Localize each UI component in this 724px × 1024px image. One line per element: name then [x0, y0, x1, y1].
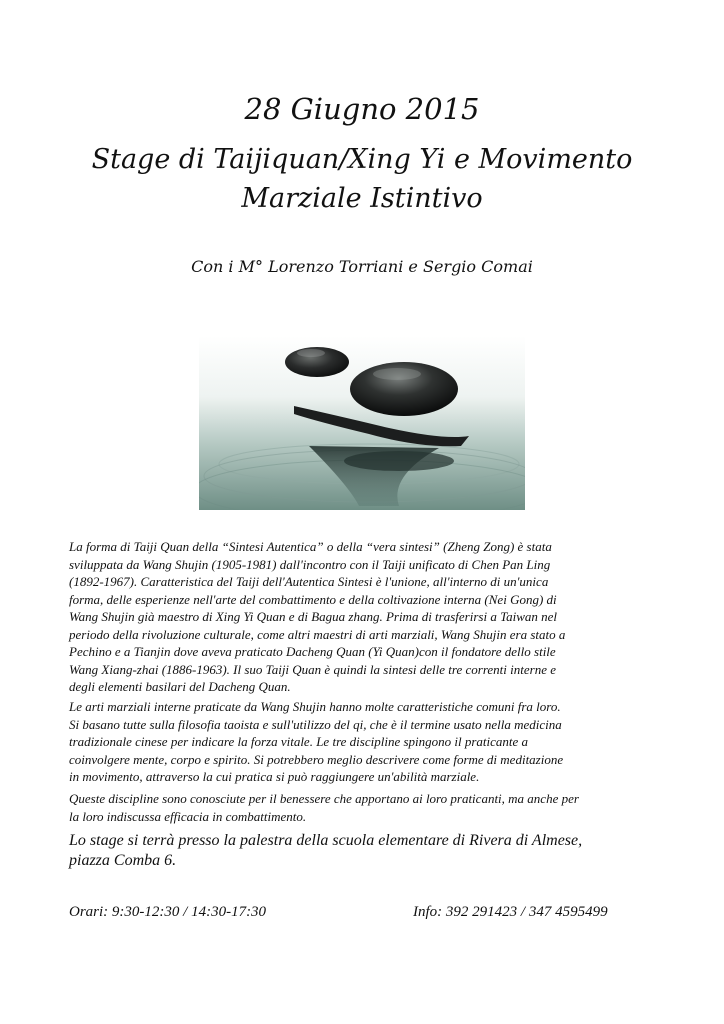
text-line: sviluppata da Wang Shujin (1905-1981) dall'incontro con il Taiji unificato di Chen Pan Ling: [69, 556, 551, 572]
stones-photo: [199, 336, 525, 510]
text-line: Pechino e a Tianjin dove aveva praticato Dacheng Quan (Yi Quan)con il fondatore dello stile: [69, 644, 556, 659]
text-line: periodo della rivoluzione culturale, come altri maestri di arti marziali, Wang Shujin era stato a: [69, 626, 566, 642]
text-line: coinvolgere mente, corpo e spirito. Si potrebbero meglio descrivere come forme di meditazione: [69, 751, 564, 767]
text-line: Queste discipline sono conosciute per il benessere che apportano ai loro praticanti, ma anche per: [69, 791, 579, 806]
paragraph-internal-arts: [69, 698, 655, 786]
text-line: La forma di Taiji Quan della “Sintesi Autentica” o della “vera sintesi” (Zheng Zong) è stata: [69, 539, 552, 554]
text-line: tradizionale cinese per indicare la forza vitale. Le tre discipline spingono il praticante a: [69, 734, 529, 749]
location-line: piazza Comba 6.: [69, 852, 177, 869]
event-location: [69, 831, 669, 871]
text-line: Wang Shujin già maestro di Xing Yi Quan e di Bagua zhang. Prima di trasferirsi a Taiwan nel: [69, 609, 558, 624]
event-date: 28 Giugno 2015: [244, 92, 480, 126]
text-line: Wang Xiang-zhai (1886-1963). Il suo Taiji Quan è quindi la sintesi delle tre correnti interne e: [69, 661, 556, 677]
text-line: Le arti marziali interne praticate da Wang Shujin hanno molte caratteristiche comuni fra loro.: [69, 699, 561, 714]
event-subtitle: Con i M° Lorenzo Torriani e Sergio Comai: [191, 257, 533, 276]
event-title-line1: Stage di Taijiquan/Xing Yi e Movimento: [91, 144, 633, 175]
contact-info: Info: 392 291423 / 347 4595499: [413, 904, 608, 920]
text-line: la loro indiscussa efficacia in combattimento.: [69, 808, 307, 824]
text-line: in movimento, attraverso la cui pratica si può raggiungere un'abilità marziale.: [69, 769, 480, 784]
text-line: degli elementi basilari del Dacheng Quan.: [69, 679, 291, 694]
text-line: Si basano tutte sulla filosofia taoista e sull'utilizzo del qi, che è il termine usato nella medicina: [69, 716, 562, 732]
paragraph-history: [69, 538, 655, 696]
text-line: forma, delle esperienze nell'arte del combattimento e della coltivazione interna (Nei Gong) di: [69, 591, 557, 607]
location-line: Lo stage si terrà presso la palestra della scuola elementare di Rivera di Almese,: [69, 832, 583, 849]
event-title-line2: Marziale Istintivo: [241, 183, 483, 214]
event-hours: Orari: 9:30-12:30 / 14:30-17:30: [69, 904, 267, 920]
paragraph-benefits: [69, 790, 655, 825]
text-line: (1892-1967). Caratteristica del Taiji dell'Autentica Sintesi è l'unione, all'interno di un'unica: [69, 574, 549, 589]
